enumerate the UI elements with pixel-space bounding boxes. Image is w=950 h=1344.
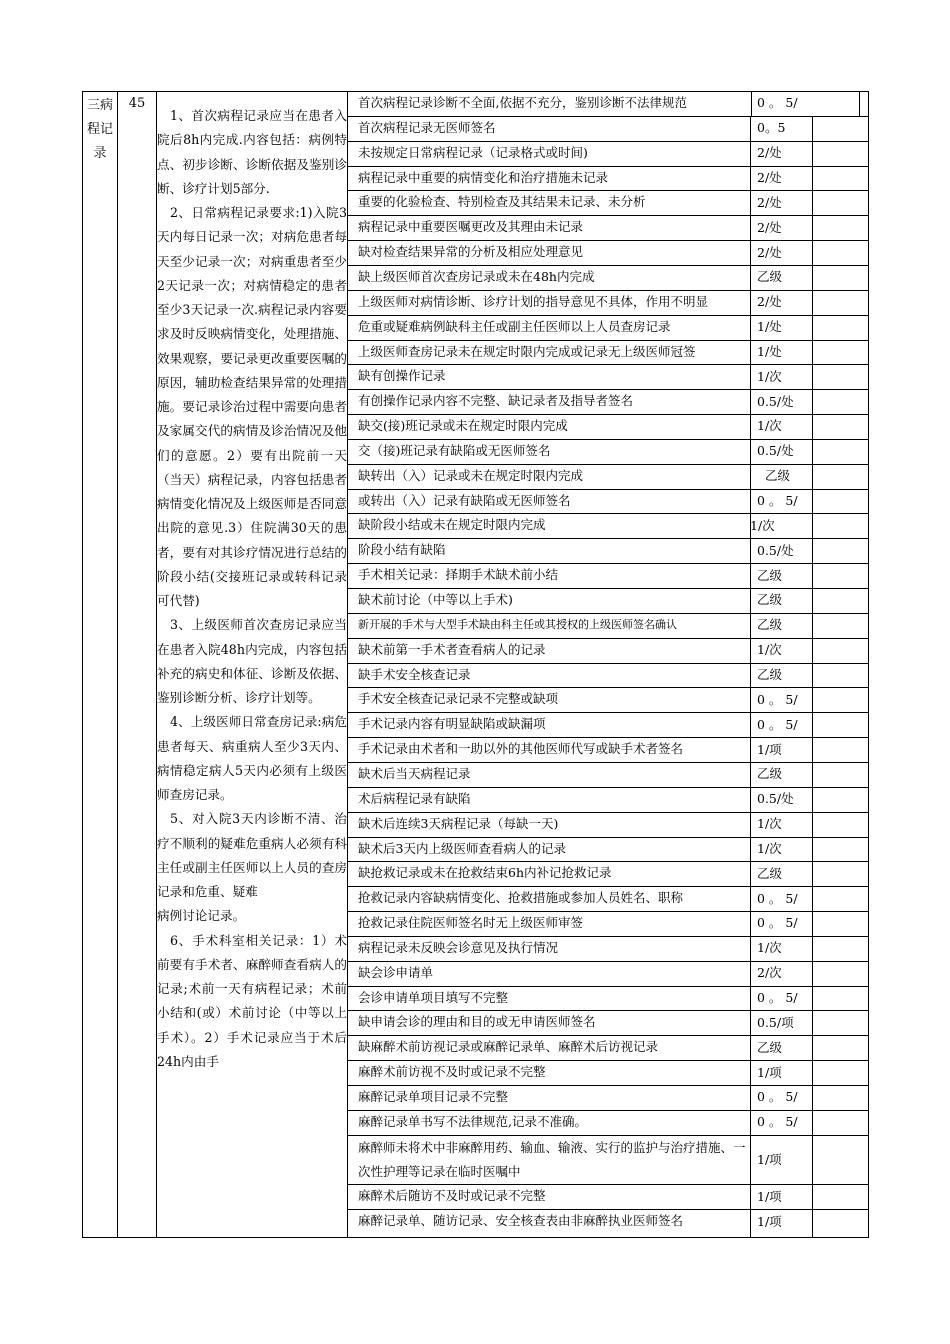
requirements-cell	[157, 104, 347, 1074]
deduction-item: 缺申请会诊的理由和目的或无申请医师签名	[358, 1014, 596, 1030]
deduction-value: 乙级	[765, 468, 791, 484]
deduction-item: 手术记录由术者和一助以外的其他医师代写或缺手术者签名	[358, 741, 684, 757]
table-border	[347, 663, 868, 664]
table-border	[347, 91, 348, 1237]
deduction-value: 0.5/处	[757, 791, 794, 807]
table-border	[347, 737, 868, 738]
deduction-value: 2/处	[757, 169, 782, 185]
table-border	[347, 315, 868, 316]
deduction-value: 1/项	[757, 741, 782, 757]
deduction-value: 0 。 5/	[757, 990, 798, 1006]
requirement-5: 5、对入院3天内诊断不清、治疗不顺利的疑难危重病人必须有科主任或副主任医师以上人员的查房记录和危重、疑难	[157, 811, 347, 899]
deduction-value: 0 。 5/	[757, 915, 798, 931]
table-border	[347, 439, 868, 440]
deduction-value: 2/处	[757, 244, 782, 260]
table-border	[347, 588, 868, 589]
table-border	[347, 762, 868, 763]
table-border	[347, 961, 868, 962]
deduction-value: 0 。 5/	[757, 493, 798, 509]
deduction-value: 乙级	[757, 766, 783, 782]
table-border	[347, 389, 868, 390]
deduction-value: 2/处	[757, 219, 782, 235]
requirement-3: 3、上级医师首次查房记录应当在患者入院48h内完成，内容包括补充的病史和体征、诊断及依据、鉴别诊断分析、诊疗计划等。	[157, 617, 347, 705]
deduction-item: 交（接)班记录有缺陷或无医师签名	[358, 442, 551, 458]
deduction-item: 病程记录中重要医嘱更改及其理由未记录	[358, 219, 584, 235]
deduction-item: 缺术前讨论（中等以上手术)	[358, 592, 513, 607]
deduction-value: 1/项	[757, 1064, 782, 1080]
deduction-item: 抢救记录住院医师签名时无上级医师审签	[358, 915, 584, 931]
table-border	[347, 812, 868, 813]
deduction-item: 麻醉术前访视不及时或记录不完整	[358, 1064, 546, 1080]
table-border	[347, 687, 868, 688]
table-border	[347, 787, 868, 788]
deduction-value: 2/次	[757, 965, 782, 981]
deduction-item: 缺术前第一手术者查看病人的记录	[358, 641, 546, 657]
deduction-item: 麻醉术后随访不及时或记录不完整	[358, 1188, 546, 1204]
deduction-value: 1/次	[757, 840, 782, 856]
table-border	[347, 861, 868, 862]
deduction-value: 乙级	[757, 269, 783, 285]
table-border	[347, 240, 868, 241]
deduction-item: 缺交(接)班记录或未在规定时限内完成	[358, 418, 568, 434]
deduction-item: 病程记录未反映会诊意见及执行情况	[358, 939, 559, 955]
deduction-value: 0 。 5/	[757, 716, 798, 732]
deduction-value: 1/次	[757, 418, 782, 434]
table-border	[347, 538, 868, 539]
deduction-value: 乙级	[757, 865, 783, 881]
table-border	[347, 1110, 868, 1111]
deduction-value: 0.5/项	[757, 1014, 794, 1030]
deduction-item: 缺术后当天病程记录	[358, 765, 471, 781]
deduction-value: 0 。 5/	[757, 890, 798, 906]
deduction-value: 0。5	[757, 120, 786, 136]
requirement-6: 6、手术科室相关记录：1）术前要有手术者、麻醉师查看病人的记录;术前一天有病程记录；术前小结和(或）术前讨论（中等以上手术）。2）手术记录应当于术后24h内由手	[157, 932, 347, 1069]
deduction-value: 0.5/处	[757, 542, 794, 558]
deduction-value: 乙级	[757, 592, 783, 608]
table-border	[347, 116, 868, 117]
deduction-item: 首次病程记录无医师签名	[358, 119, 496, 135]
table-border	[347, 1060, 868, 1061]
score-cell: 45	[128, 96, 146, 111]
deduction-item: 缺手术安全核查记录	[358, 666, 471, 682]
deduction-item: 首次病程记录诊断不全面,依据不充分，鉴别诊断不法律规范	[358, 95, 687, 110]
table-border	[347, 1010, 868, 1011]
deduction-value: 0.5/处	[757, 393, 794, 409]
table-border	[347, 190, 868, 191]
deduction-item: 上级医师查房记录未在规定时限内完成或记录无上级医师冠签	[358, 343, 696, 359]
requirement-2: 2、日常病程记录要求:1)入院3天内每日记录一次；对病危患者每天至少记录一次；对病重患者至少2天记录一次；对病情稳定的患者至少3天记录一次.病程记录内容要求及时反映病情变化，处理措施、效果观察，要记录更改重要医嘱的原因，辅助检查结果异常的处理措施。要记录诊治过程中需要向患者及家属交代的病情及诊治情况及他们的意愿。2）要有出院前一天（当天）病程记录，内容包括患者病情变化情况及上级医师是否同意出院的意见.3）住院满30天的患者，要有对其诊疗情况进行总结的阶段小结(交接班记录或转科记录可代替)	[157, 205, 347, 608]
table-border	[347, 265, 868, 266]
deduction-item: 缺麻醉术前访视记录或麻醉记录单、麻醉术后访视记录	[358, 1039, 659, 1055]
table-border	[347, 563, 868, 564]
table-border	[347, 1085, 868, 1086]
deduction-item: 新开展的手术与大型手术缺由科主任或其授权的上级医师签名确认	[358, 617, 677, 631]
deduction-value: 1/次	[757, 642, 782, 658]
deduction-item: 有创操作记录内容不完整、缺记录者及指导者签名	[358, 393, 634, 409]
requirement-5-continued: 病例讨论记录。	[157, 908, 246, 924]
deduction-item: 抢救记录内容缺病情变化、抢救措施或参加人员姓名、职称	[358, 890, 684, 906]
deduction-item: 手术相关记录：择期手术缺术前小结	[358, 567, 559, 583]
table-border	[868, 116, 869, 1237]
table-border	[347, 837, 868, 838]
deduction-value: 0.5/处	[757, 443, 794, 459]
deduction-item: 麻醉记录单项目记录不完整	[358, 1089, 509, 1104]
deduction-value: 1/项	[757, 1188, 782, 1204]
category-cell: 三病程记录	[86, 98, 113, 161]
table-border	[347, 215, 868, 216]
table-border	[751, 91, 752, 117]
deduction-item: 未按规定日常病程记录（记录格式或时间)	[358, 144, 588, 160]
deduction-item: 手术记录内容有明显缺陷或缺漏项	[358, 716, 546, 732]
deduction-value: 0 。 5/	[757, 1114, 798, 1130]
deduction-value: 1/次	[750, 517, 775, 533]
table-border	[750, 116, 751, 1237]
deduction-item: 缺阶段小结或未在规定时限内完成	[358, 517, 546, 533]
table-border	[868, 91, 869, 117]
deduction-item: 缺抢救记录或未在抢救结束6h内补记抢救记录	[358, 865, 612, 881]
deduction-value: 1/项	[757, 1151, 782, 1167]
deduction-item: 会诊申请单项目填写不完整	[358, 989, 509, 1005]
table-border	[347, 1035, 868, 1036]
deduction-item: 缺上级医师首次查房记录或未在48h内完成	[358, 268, 595, 284]
table-border	[347, 290, 868, 291]
deduction-value: 乙级	[757, 1039, 783, 1055]
deduction-item: 危重或疑难病例缺科主任或副主任医师以上人员查房记录	[358, 318, 671, 334]
deduction-value: 1/项	[757, 1213, 782, 1229]
deduction-value: 1/处	[757, 319, 782, 335]
table-border	[347, 141, 868, 142]
deduction-item: 或转出（入）记录有缺陷或无医师签名	[358, 492, 571, 508]
table-border	[347, 340, 868, 341]
deduction-item: 麻醉记录单书写不法律规范,记录不准确。	[358, 1113, 587, 1129]
deduction-item: 麻醉记录单、随访记录、安全核查表由非麻醉执业医师签名	[358, 1213, 684, 1229]
deduction-value: 1/次	[757, 816, 782, 832]
deduction-item: 阶段小结有缺陷	[358, 542, 446, 558]
table-border	[156, 91, 157, 1237]
deduction-item: 缺有创操作记录	[358, 368, 446, 384]
deduction-value: 2/处	[757, 194, 782, 210]
deduction-value: 0 。 5/	[757, 1089, 798, 1105]
deduction-item: 缺对检查结果异常的分析及相应处理意见	[358, 244, 584, 260]
table-border	[82, 1237, 869, 1238]
deduction-item: 重要的化验检查、特别检查及其结果未记录、未分析	[358, 194, 646, 210]
deduction-value: 1/处	[757, 343, 782, 359]
deduction-value: 0 。 5/	[757, 95, 798, 111]
table-border	[347, 513, 868, 514]
deduction-value: 2/处	[757, 145, 782, 161]
deduction-item: 术后病程记录有缺陷	[358, 790, 471, 806]
deduction-item: 麻醉师未将术中非麻醉用药、输血、输液、实行的监护与治疗措施、一次性护理等记录在临时医嘱中	[358, 1139, 746, 1179]
deduction-value: 0 。 5/	[757, 691, 798, 707]
deduction-value: 乙级	[757, 567, 783, 583]
deduction-value: 1/次	[757, 368, 782, 384]
table-border	[347, 414, 868, 415]
deduction-value: 1/次	[757, 940, 782, 956]
table-border	[347, 638, 868, 639]
deduction-item: 缺转出（入）记录或未在规定时限内完成	[358, 467, 584, 483]
table-border	[347, 464, 868, 465]
deduction-value: 乙级	[757, 666, 783, 682]
deduction-value: 乙级	[757, 617, 783, 633]
table-border	[347, 166, 868, 167]
deduction-item: 缺术后3天内上级医师查看病人的记录	[358, 840, 566, 856]
table-border	[347, 1209, 868, 1210]
table-border	[82, 91, 83, 1237]
deduction-item: 上级医师对病情诊断、诊疗计划的指导意见不具体，作用不明显	[358, 293, 709, 309]
table-border	[347, 911, 868, 912]
table-border	[347, 613, 868, 614]
table-border	[347, 986, 868, 987]
table-border	[117, 91, 118, 1237]
deduction-item: 手术安全核查记录记录不完整或缺项	[358, 691, 559, 707]
deduction-item: 缺会诊申请单	[358, 964, 434, 980]
requirement-1: 1、首次病程记录应当在患者入院后8h内完成.内容包括：病例特点、初步诊断、诊断依据及鉴别诊断、诊疗计划5部分.	[157, 108, 347, 196]
table-border	[347, 712, 868, 713]
deduction-item: 病程记录中重要的病情变化和治疗措施未记录	[358, 169, 609, 185]
table-border	[347, 364, 868, 365]
requirement-4: 4、上级医师日常查房记录:病危患者每天、病重病人至少3天内、病情稳定病人5天内必须有上级医师查房记录。	[157, 714, 347, 802]
deduction-value: 2/处	[757, 294, 782, 310]
deduction-item: 缺术后连续3天病程记录（每缺一天)	[358, 815, 559, 831]
table-border	[347, 886, 868, 887]
table-border	[347, 489, 868, 490]
table-border	[347, 936, 868, 937]
table-border	[347, 1184, 868, 1185]
table-border	[859, 91, 860, 117]
